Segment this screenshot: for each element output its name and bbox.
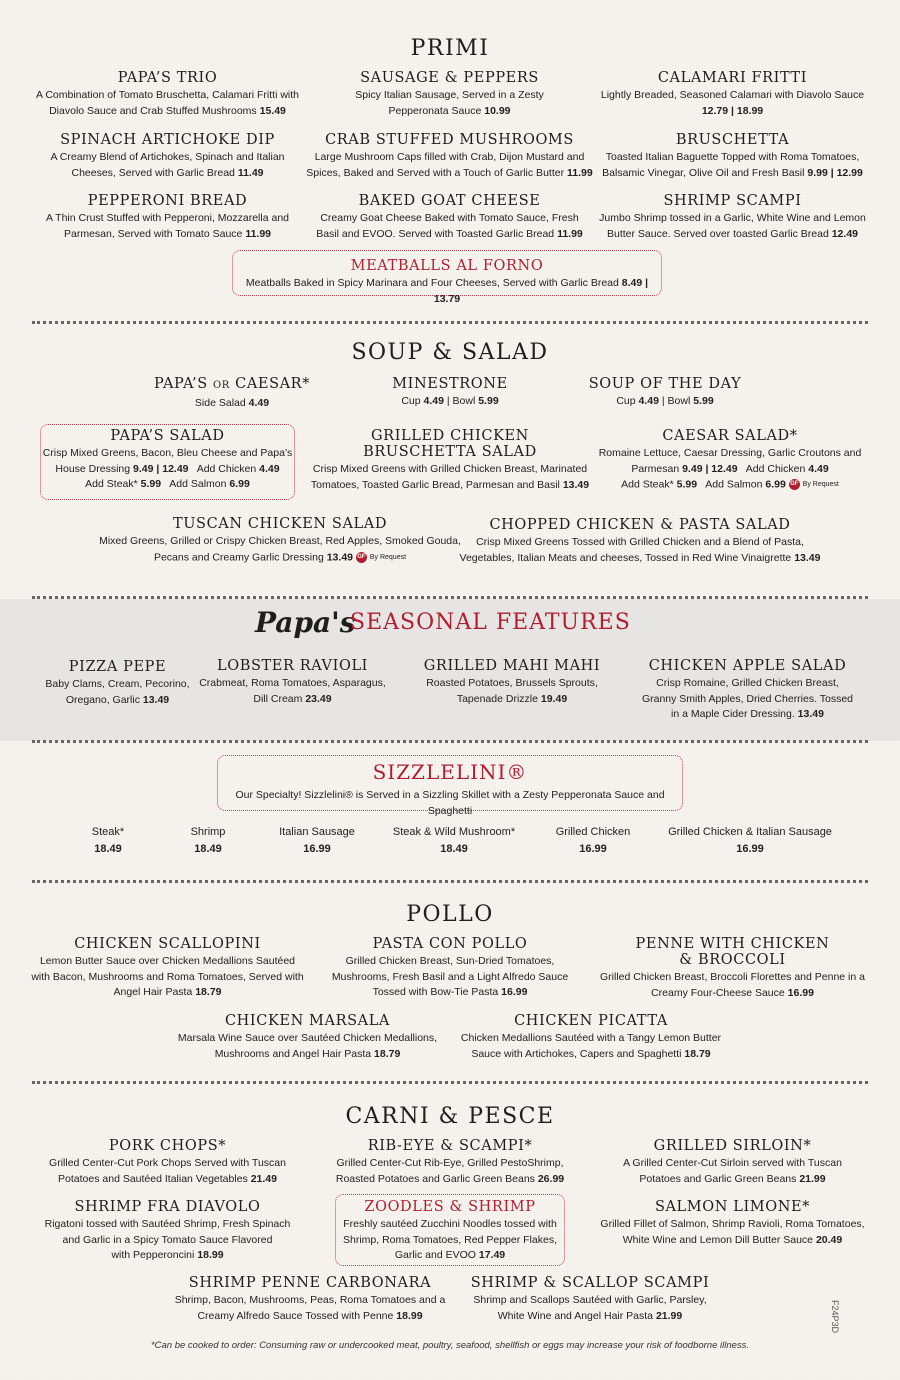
menu-item-shrimp-scampi: SHRIMP SCAMPI Jumbo Shrimp tossed in a Garlic, White Wine and Lemon Butter Sauce. Served over toasted Garlic Bread 12.49 [599,193,866,240]
section-title-pollo: POLLO [406,902,494,927]
menu-item-pepperoni-bread: PEPPERONI BREAD A Thin Crust Stuffed with Pepperoni, Mozzarella and Parmesan, Served with Tomato Sauce 11.99 [46,193,289,240]
menu-item-chicken-marsala: CHICKEN MARSALA Marsala Wine Sauce over Sautéed Chicken Medallions, Mushrooms and Angel Hair Pasta 18.79 [177,1013,438,1060]
divider [32,740,868,743]
sizzlelini-description: Our Specialty! Sizzlelini® is Served in a Sizzling Skillet with a Zesty Pepperonata Sauce and Spaghetti [235,789,665,817]
menu-item-minestrone: MINESTRONE Cup 4.49 | Bowl 5.99 [392,376,508,407]
menu-item-pasta-con-pollo: PASTA CON POLLO Grilled Chicken Breast, Sun-Dried Tomatoes, Mushrooms, Fresh Basil and a Light Alfredo Sauce Tossed with Bow-Tie Pasta 16.99 [331,936,569,998]
menu-code: F24P3D [830,1300,840,1334]
menu-item-shrimp-scallop-scampi: SHRIMP & SCALLOP SCAMPI Shrimp and Scallops Sautéed with Garlic, Parsley, White Wine and Angel Hair Pasta 21.99 [470,1275,710,1322]
menu-item-bruschetta: BRUSCHETTA Toasted Italian Baguette Topped with Roma Tomatoes, Balsamic Vinegar, Olive Oil and Fresh Basil 9.99 | 12.99 [602,132,863,179]
menu-item-spinach-artichoke-dip: SPINACH ARTICHOKE DIP A Creamy Blend of Artichokes, Spinach and Italian Cheeses, Served with Garlic Bread 11.49 [50,132,285,179]
sizzlelini-option-chicken-sausage: Grilled Chicken & Italian Sausage 16.99 [668,826,832,855]
menu-item-chopped-chicken-pasta-salad: CHOPPED CHICKEN & PASTA SALAD Crisp Mixed Greens Tossed with Grilled Chicken and a Blend of Pasta, Vegetables, Italian Meats and cheeses, Tossed in Red Wine Vinaigrette 13.49 [459,517,821,564]
sizzlelini-option-steak-wild-mushroom: Steak & Wild Mushroom* 18.49 [392,826,516,855]
gluten-free-icon: GF [789,479,800,490]
menu-item-grilled-mahi-mahi: GRILLED MAHI MAHI Roasted Potatoes, Brussels Sprouts, Tapenade Drizzle 19.49 [423,658,601,705]
divider [32,596,868,599]
menu-item-papas-salad: PAPA’S SALAD Crisp Mixed Greens, Bacon, Bleu Cheese and Papa’s House Dressing 9.49 | 12.49 Add Chicken 4.49 Add Steak* 5.99 Add Salmon 6.99 [42,428,293,490]
section-title-carni-pesce: CARNI & PESCE [345,1104,555,1129]
divider [32,1081,868,1084]
menu-item-rib-eye-scampi: RIB-EYE & SCAMPI* Grilled Center-Cut Rib-Eye, Grilled PestoShrimp, Roasted Potatoes and Garlic Green Beans 26.99 [335,1138,565,1185]
menu-item-zoodles-shrimp: ZOODLES & SHRIMP Freshly sautéed Zucchini Noodles tossed with Shrimp, Roma Tomatoes, Red Pepper Flakes, Garlic and EVOO 17.49 [343,1199,557,1261]
menu-item-papas-or-caesar: PAPA’S OR CAESAR* Side Salad 4.49 [153,376,311,409]
menu-item-papas-trio: PAPA’S TRIO A Combination of Tomato Bruschetta, Calamari Fritti with Diavolo Sauce and Crab Stuffed Mushrooms 15.49 [36,70,299,117]
section-title-primi: PRIMI [410,36,490,61]
menu-item-caesar-salad: CAESAR SALAD* Romaine Lettuce, Caesar Dressing, Garlic Croutons and Parmesan 9.49 | 12.49 Add Chicken 4.49 Add Steak* 5.99 Add Salmon 6.99 GF By Request [598,428,862,491]
sizzlelini-option-steak: Steak* 18.49 [91,826,125,855]
menu-item-meatballs-al-forno: MEATBALLS AL FORNO Meatballs Baked in Spicy Marinara and Four Cheeses, Served with Garlic Bread 8.49 | 13.79 [245,258,649,305]
menu-item-shrimp-fra-diavolo: SHRIMP FRA DIAVOLO Rigatoni tossed with Sautéed Shrimp, Fresh Spinach and Garlic in a Spicy Tomato Sauce Flavored with Pepperoncini 18.99 [44,1199,291,1261]
menu-item-tuscan-chicken-salad: TUSCAN CHICKEN SALAD Mixed Greens, Grilled or Crispy Chicken Breast, Red Apples, Smoked Gouda, Pecans and Creamy Garlic Dressing 13.49 GF By Request [99,516,461,564]
footnote: *Can be cooked to order: Consuming raw or undercooked meat, poultry, seafood, shellfish or eggs may increase your risk of foodborne illness. [150,1340,750,1351]
sizzlelini-option-italian-sausage: Italian Sausage 16.99 [279,826,355,855]
menu-item-calamari-fritti: CALAMARI FRITTI Lightly Breaded, Seasoned Calamari with Diavolo Sauce 12.79 | 18.99 [600,70,865,117]
section-title-soup-salad: SOUP & SALAD [351,340,549,365]
divider [32,880,868,883]
menu-item-baked-goat-cheese: BAKED GOAT CHEESE Creamy Goat Cheese Baked with Tomato Sauce, Fresh Basil and EVOO. Served with Toasted Garlic Bread 11.99 [316,193,583,240]
menu-item-crab-stuffed-mushrooms: CRAB STUFFED MUSHROOMS Large Mushroom Caps filled with Crab, Dijon Mustard and Spices, Baked and Served with a Touch of Garlic Butter 11.99 [306,132,593,179]
menu-item-chicken-scallopini: CHICKEN SCALLOPINI Lemon Butter Sauce over Chicken Medallions Sautéed with Bacon, Mushrooms and Roma Tomatoes, Served with Angel Hair Pasta 18.79 [31,936,304,998]
menu-item-pork-chops: PORK CHOPS* Grilled Center-Cut Pork Chops Served with Tuscan Potatoes and Sautéed Italian Vegetables 21.49 [49,1138,286,1185]
menu-item-grilled-chicken-bruschetta-salad: GRILLED CHICKEN BRUSCHETTA SALAD Crisp Mixed Greens with Grilled Chicken Breast, Marinated Tomatoes, Toasted Garlic Bread, Parmesan and Basil 13.49 [310,428,590,491]
section-title-seasonal: SEASONAL FEATURES [350,610,631,635]
menu-item-penne-chicken-broccoli: PENNE WITH CHICKEN & BROCCOLI Grilled Chicken Breast, Broccoli Florettes and Penne in a Creamy Four-Cheese Sauce 16.99 [600,936,865,999]
seasonal-script-title: Papa's [255,606,356,639]
divider [32,321,868,324]
menu-item-shrimp-penne-carbonara: SHRIMP PENNE CARBONARA Shrimp, Bacon, Mushrooms, Peas, Roma Tomatoes and a Creamy Alfredo Sauce Tossed with Penne 18.99 [174,1275,446,1322]
sizzlelini-option-grilled-chicken: Grilled Chicken 16.99 [555,826,631,855]
gluten-free-icon: GF [356,552,367,563]
menu-item-salmon-limone: SALMON LIMONE* Grilled Fillet of Salmon, Shrimp Ravioli, Roma Tomatoes, White Wine and Lemon Dill Butter Sauce 20.49 [600,1199,865,1246]
menu-item-sausage-peppers: SAUSAGE & PEPPERS Spicy Italian Sausage, Served in a Zesty Pepperonata Sauce 10.99 [355,70,544,117]
section-title-sizzlelini: SIZZLELINI® [372,760,528,784]
sizzlelini-option-shrimp: Shrimp 18.49 [190,826,226,855]
menu-item-chicken-apple-salad: CHICKEN APPLE SALAD Crisp Romaine, Grilled Chicken Breast, Granny Smith Apples, Dried Cherries. Tossed in a Maple Cider Dressing. 13.49 [641,658,854,720]
menu-item-lobster-ravioli: LOBSTER RAVIOLI Crabmeat, Roma Tomatoes, Asparagus, Dill Cream 23.49 [199,658,386,705]
menu-item-pizza-pepe: PIZZA PEPE Baby Clams, Cream, Pecorino, Oregano, Garlic 13.49 [45,659,190,706]
menu-item-soup-of-the-day: SOUP OF THE DAY Cup 4.49 | Bowl 5.99 [588,376,742,407]
menu-item-chicken-picatta: CHICKEN PICATTA Chicken Medallions Sautéed with a Tangy Lemon Butter Sauce with Artichokes, Capers and Spaghetti 18.79 [460,1013,722,1060]
menu-item-grilled-sirloin: GRILLED SIRLOIN* A Grilled Center-Cut Sirloin served with Tuscan Potatoes and Garlic Green Beans 21.99 [623,1138,842,1185]
